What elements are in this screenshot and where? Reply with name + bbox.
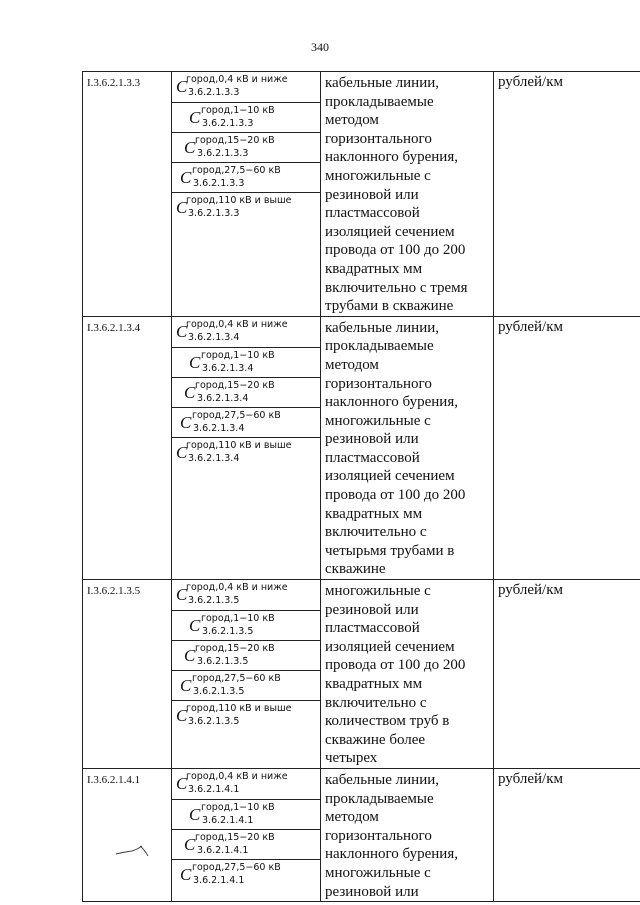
tariff-formula: [172, 670, 320, 700]
formula-cell: [172, 768, 321, 901]
formula-subscript: 3.6.2.1.3.5: [188, 595, 240, 607]
formula-subscript: 3.6.2.1.3.3: [188, 208, 240, 219]
row-unit: рублей/км: [494, 768, 640, 901]
row-unit: рублей/км: [494, 72, 640, 317]
formula-subscript: 3.6.2.1.3.5: [197, 656, 249, 668]
formula-symbol: C: [176, 198, 188, 217]
row-description: [321, 580, 494, 769]
description-line: пластмассовой: [325, 620, 420, 637]
formula-subscript: 3.6.2.1.3.4: [202, 362, 254, 374]
tariff-formula: [172, 610, 320, 640]
description-line: резиновой или: [325, 186, 419, 203]
table-row: [83, 768, 640, 901]
formula-subscript: 3.6.2.1.4.1: [202, 814, 254, 826]
tariff-formula: [172, 700, 320, 730]
description-line: горизонтального: [325, 130, 432, 147]
formula-superscript: город,1−10 кВ: [201, 105, 275, 116]
page-number: 340: [311, 40, 329, 54]
row-code: I.3.6.2.1.4.1: [83, 768, 172, 901]
row-description: [321, 72, 494, 317]
formula-subscript: 3.6.2.1.3.4: [197, 392, 249, 404]
description-line: изоляцией сечением: [325, 223, 455, 240]
formula-superscript: город,0,4 кВ и ниже: [186, 770, 288, 782]
tariff-table: [82, 71, 640, 902]
formula-symbol: C: [180, 168, 192, 187]
description-line: кабельные линии,: [325, 771, 439, 788]
description-line: кабельные линии,: [325, 319, 439, 336]
description-line: включительно с: [325, 524, 427, 541]
description-line: многожильные с: [325, 583, 431, 600]
description-line: горизонтального: [325, 827, 432, 844]
description-line: провода от 100 до 200: [325, 242, 466, 259]
description-line: многожильные с: [325, 167, 431, 184]
formula-subscript: 3.6.2.1.3.5: [188, 716, 240, 728]
formula-superscript: город,110 кВ и выше: [186, 439, 292, 451]
formula-superscript: город,15−20 кВ: [195, 135, 275, 146]
description-line: прокладываемые: [325, 790, 434, 807]
description-line: квадратных мм: [325, 260, 423, 277]
formula-superscript: город,27,5−60 кВ: [192, 165, 281, 176]
description-line: изоляцией сечением: [325, 638, 455, 655]
formula-symbol: C: [189, 352, 201, 372]
formula-subscript: 3.6.2.1.3.3: [193, 178, 245, 189]
row-code: I.3.6.2.1.3.3: [83, 72, 172, 317]
tariff-formula: [172, 829, 320, 859]
tariff-formula: [172, 72, 320, 102]
formula-subscript: 3.6.2.1.3.5: [193, 686, 245, 698]
formula-cell: [172, 316, 321, 579]
formula-subscript: 3.6.2.1.3.4: [188, 452, 240, 464]
description-line: прокладываемые: [325, 338, 434, 355]
formula-superscript: город,0,4 кВ и ниже: [186, 582, 288, 594]
description-line: квадратных мм: [325, 676, 423, 692]
tariff-formula: [172, 347, 320, 377]
formula-superscript: город,15−20 кВ: [195, 831, 275, 843]
formula-symbol: C: [189, 108, 201, 127]
row-unit: рублей/км: [494, 316, 640, 579]
formula-cell: [172, 580, 321, 769]
formula-superscript: город,1−10 кВ: [201, 349, 275, 361]
formula-symbol: C: [189, 804, 201, 824]
formula-subscript: 3.6.2.1.3.4: [193, 422, 245, 434]
description-line: скважине более: [325, 731, 426, 748]
formula-superscript: город,27,5−60 кВ: [192, 409, 281, 421]
formula-subscript: 3.6.2.1.3.3: [188, 87, 240, 98]
description-line: пластмассовой: [325, 449, 420, 466]
row-description: [321, 316, 494, 579]
description-line: количеством труб в: [325, 713, 450, 730]
formula-superscript: город,110 кВ и выше: [186, 703, 292, 715]
description-line: пластмассовой: [325, 205, 420, 222]
table-row: [83, 72, 640, 317]
formula-symbol: C: [184, 138, 196, 157]
table-row: [83, 316, 640, 579]
tariff-formula: [172, 162, 320, 192]
formula-symbol: C: [176, 77, 188, 96]
description-line: резиновой или: [325, 601, 419, 618]
tariff-formula: [172, 640, 320, 670]
description-line: включительно с: [325, 694, 427, 711]
formula-subscript: 3.6.2.1.3.5: [202, 626, 254, 638]
formula-subscript: 3.6.2.1.4.1: [193, 874, 245, 886]
formula-superscript: город,27,5−60 кВ: [192, 673, 281, 685]
tariff-formula: [172, 377, 320, 407]
description-line: скважине: [325, 561, 386, 578]
tariff-formula: [172, 407, 320, 437]
tariff-formula: [172, 799, 320, 829]
description-line: провода от 100 до 200: [325, 487, 466, 504]
formula-superscript: город,1−10 кВ: [201, 613, 275, 625]
formula-superscript: город,1−10 кВ: [201, 801, 275, 813]
formula-symbol: C: [184, 646, 196, 666]
formula-subscript: 3.6.2.1.4.1: [197, 844, 249, 856]
formula-subscript: 3.6.2.1.3.3: [197, 148, 249, 159]
table-row: [83, 580, 640, 769]
tariff-formula: [172, 859, 320, 889]
tariff-formula: [172, 437, 320, 467]
tariff-formula: [172, 192, 320, 222]
row-unit: рублей/км: [494, 580, 640, 769]
row-description: [321, 768, 494, 901]
formula-superscript: город,15−20 кВ: [195, 379, 275, 391]
row-code: I.3.6.2.1.3.5: [83, 580, 172, 769]
description-line: наклонного бурения,: [325, 846, 458, 863]
formula-subscript: 3.6.2.1.4.1: [188, 783, 240, 795]
description-line: резиновой или: [325, 431, 419, 448]
description-line: методом: [325, 356, 379, 373]
description-line: наклонного бурения,: [325, 394, 458, 411]
description-line: изоляцией сечением: [325, 468, 455, 485]
description-line: горизонтального: [325, 375, 432, 392]
description-line: трубами в скважине: [325, 298, 454, 315]
description-line: включительно с тремя: [325, 279, 468, 296]
formula-superscript: город,15−20 кВ: [195, 643, 275, 655]
description-line: кабельные линии,: [325, 75, 439, 91]
formula-subscript: 3.6.2.1.3.3: [202, 118, 254, 129]
description-line: четырьмя трубами в: [325, 542, 455, 559]
description-line: методом: [325, 809, 379, 826]
description-line: провода от 100 до 200: [325, 657, 466, 674]
description-line: четырех: [325, 750, 378, 767]
description-line: квадратных мм: [325, 505, 423, 522]
formula-symbol: C: [180, 676, 192, 696]
formula-symbol: C: [184, 834, 196, 854]
formula-symbol: C: [180, 412, 192, 432]
description-line: резиновой или: [325, 883, 419, 900]
tariff-formula: [172, 132, 320, 162]
formula-superscript: город,110 кВ и выше: [186, 195, 292, 206]
description-line: наклонного бурения,: [325, 149, 458, 166]
description-line: многожильные с: [325, 864, 431, 881]
formula-symbol: C: [180, 864, 192, 884]
formula-cell: [172, 72, 321, 317]
description-line: многожильные с: [325, 412, 431, 429]
formula-symbol: C: [176, 442, 188, 462]
tariff-formula: [172, 317, 320, 347]
tariff-formula: [172, 102, 320, 132]
tariff-formula: [172, 769, 320, 799]
formula-superscript: город,0,4 кВ и ниже: [186, 318, 288, 330]
formula-symbol: C: [176, 585, 188, 605]
formula-symbol: C: [189, 616, 201, 636]
handwritten-mark: [114, 840, 150, 860]
formula-superscript: город,0,4 кВ и ниже: [186, 74, 288, 85]
formula-symbol: C: [184, 382, 196, 402]
description-line: прокладываемые: [325, 93, 434, 110]
tariff-formula: [172, 580, 320, 610]
formula-subscript: 3.6.2.1.3.4: [188, 331, 240, 343]
description-line: методом: [325, 112, 379, 129]
formula-symbol: C: [176, 773, 188, 793]
row-code: I.3.6.2.1.3.4: [83, 316, 172, 579]
formula-superscript: город,27,5−60 кВ: [192, 861, 281, 873]
formula-symbol: C: [176, 706, 188, 726]
formula-symbol: C: [176, 321, 188, 341]
